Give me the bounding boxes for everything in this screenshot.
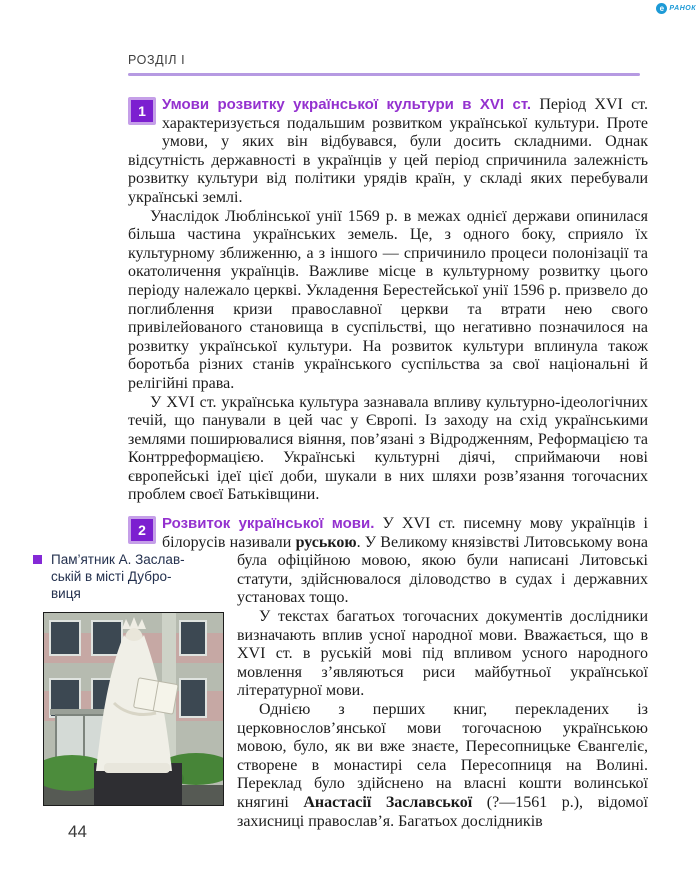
section-number-badge: 2 (128, 516, 156, 544)
caption-bullet-icon (33, 555, 42, 564)
body-text: У XVI ст. українська культура зазнавала впливу культурно-ідеологічних течій, що панували в цей час у Європі. Із заходу на схід українськими землями поширювалися віяння, пов’язані з Відродженням, Реформацією та Контрреформацією. Українські культурні діячі, сприймаючи нові європейські ідеї цієї доби, шукали в них шляхи розв’язання тогочасних проблем своєї Батьківщини. (128, 393, 648, 504)
body-text: У текстах багатьох тогочасних документів дослідники визначають вплив усної народної мови. Вважається, що в XVI ст. в руській мові під впливом усного народного мовлення з’являються риси майбутньої української літературної мови. (237, 608, 648, 700)
section-number-area (128, 515, 162, 553)
page-number: 44 (68, 822, 87, 841)
emphasized-term: Анастасії Заславської (303, 793, 473, 811)
body-text: (?—1561 р.), відомої захисниці православ’я. Багатьох дослідників (237, 793, 649, 830)
figure-caption-line: виця (51, 586, 81, 601)
body-text: Однією з перших книг, перекладених із церковнослов’янської мови тогочасною українською мовою, було, як ви вже знаєте, Пересопницьке Євангеліє, створене в монастирі села Пересопниця на Волині. Переклад було здійснено на власні кошти волинської княгині (237, 701, 648, 811)
paragraph (128, 208, 648, 394)
statue-photo (43, 612, 224, 806)
section-title: Умови розвитку української культури в XVI ст. (162, 96, 532, 113)
chapter-header: РОЗДІЛ І (128, 53, 186, 67)
figure-caption (33, 551, 229, 602)
statue-illustration (44, 613, 223, 805)
figure-caption-text (51, 551, 185, 602)
publisher-logo-icon: е (656, 3, 667, 14)
section-number-badge: 1 (128, 97, 156, 125)
statue-figure (33, 551, 229, 806)
section-1 (128, 96, 648, 505)
figure-caption-line: Пам’ятник А. Заслав- (51, 552, 185, 567)
section-title: Розвиток української мови. (162, 515, 375, 533)
body-text: . У Великому князівстві Литовському вона була офіційною мовою, якою були написані Литовські статути, здійснювалося діловодство в судах і державних установах тощо. (237, 533, 649, 607)
body-text: Унаслідок Люблінської унії 1569 р. в межах однієї держави опинилася більша частина українських земель. Це, з одного боку, сприяло їх культурному зближенню, а з іншого — спричинило процеси полонізації та окатоличення українців. Важливе місце в культурному розвитку цього періоду належало церкві. Укладення Берестейської унії 1596 р. призвело до поглиблення кризи православної церкви та втрати нею свого привілейованого становища в суспільстві, що негативно позначилося на розвитку української культури. На розвиток культури вплинула також боротьба різних станів українського суспільства за свої національні й релігійні права. (128, 207, 648, 392)
body-text: У XVI ст. писемну мову українців і білорусів називали (162, 515, 648, 551)
chapter-divider (128, 73, 640, 76)
publisher-logo (656, 3, 696, 14)
figure-caption-line: ській в місті Дубро- (51, 569, 172, 584)
paragraph (128, 394, 648, 506)
body-text: Період XVI ст. характеризується подальшим розвитком української культури. Проте умови, у яких він відбувався, були досить складними. Однак відсутність державності в українців у цей період спричинила залежність розвитку культури від політики урядів країн, у складі яких перебували українські землі. (128, 96, 649, 206)
emphasized-term: руською (295, 533, 357, 551)
section-number-area (128, 96, 162, 134)
paragraph (128, 96, 648, 208)
publisher-logo-text: РАНОК (669, 5, 696, 12)
